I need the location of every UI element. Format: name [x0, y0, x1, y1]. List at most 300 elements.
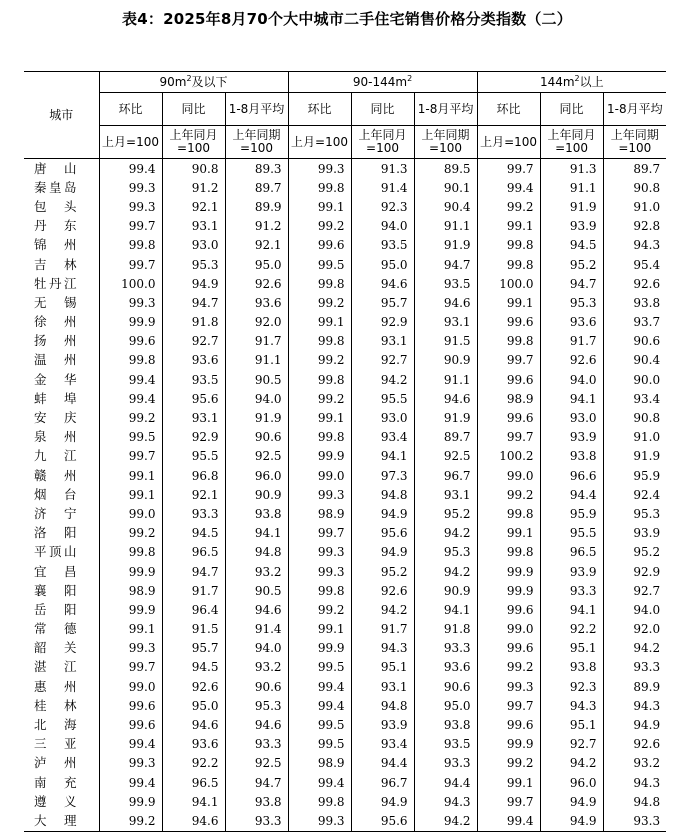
table-row [24, 773, 666, 792]
index-value: 94.1 [540, 389, 603, 408]
city-name: 唐山 [24, 159, 99, 179]
index-value: 92.3 [540, 677, 603, 696]
price-index-table [24, 71, 666, 832]
index-value: 94.0 [225, 639, 288, 658]
index-value: 99.2 [477, 485, 540, 504]
table-row [24, 255, 666, 274]
index-value: 96.5 [162, 543, 225, 562]
base-yoy: 上年同月=100 [540, 126, 603, 159]
index-value: 99.1 [288, 313, 351, 332]
city-name: 宜昌 [24, 562, 99, 581]
base-yoy: 上年同月=100 [351, 126, 414, 159]
index-value: 98.9 [288, 504, 351, 523]
index-value: 94.2 [351, 600, 414, 619]
table-row [24, 313, 666, 332]
metric-yoy: 同比 [351, 93, 414, 126]
index-value: 91.5 [162, 620, 225, 639]
index-value: 99.4 [128, 161, 156, 176]
index-value: 94.2 [603, 639, 666, 658]
index-value: 95.2 [603, 543, 666, 562]
city-name: 锦州 [24, 236, 99, 255]
index-value: 94.4 [414, 773, 477, 792]
index-value: 92.2 [540, 620, 603, 639]
index-value: 99.2 [477, 197, 540, 216]
index-value: 90.9 [414, 581, 477, 600]
index-value: 99.2 [288, 351, 351, 370]
index-value: 99.8 [477, 504, 540, 523]
index-value: 94.0 [351, 217, 414, 236]
index-value: 92.6 [540, 351, 603, 370]
index-value: 92.6 [603, 274, 666, 293]
index-value: 99.9 [288, 447, 351, 466]
index-value: 93.8 [225, 792, 288, 811]
index-value: 89.5 [414, 159, 477, 179]
index-value: 94.1 [540, 600, 603, 619]
index-value: 95.9 [540, 504, 603, 523]
index-value: 93.5 [414, 274, 477, 293]
index-value: 94.7 [225, 773, 288, 792]
index-value: 89.9 [603, 677, 666, 696]
index-value: 95.7 [351, 293, 414, 312]
city-name: 丹东 [24, 217, 99, 236]
index-value: 95.5 [540, 524, 603, 543]
page-title: 表4：2025年8月70个大中城市二手住宅销售价格分类指数（二） [122, 10, 572, 28]
metric-mom: 环比 [288, 93, 351, 126]
index-value: 91.9 [414, 408, 477, 427]
index-value: 93.3 [603, 811, 666, 831]
index-value: 99.7 [128, 449, 156, 464]
index-value: 93.8 [225, 504, 288, 523]
index-value: 99.7 [128, 219, 156, 234]
city-name: 烟台 [24, 485, 99, 504]
index-value: 99.6 [128, 334, 156, 349]
index-value: 94.4 [540, 485, 603, 504]
index-value: 93.3 [540, 581, 603, 600]
city-name: 济宁 [24, 504, 99, 523]
index-value: 99.3 [288, 485, 351, 504]
index-value: 91.2 [162, 178, 225, 197]
index-value: 99.7 [128, 257, 156, 272]
index-value: 99.8 [288, 274, 351, 293]
index-value: 93.3 [225, 735, 288, 754]
index-value: 93.5 [351, 236, 414, 255]
index-value: 95.5 [351, 389, 414, 408]
index-value: 89.3 [225, 159, 288, 179]
index-value: 91.1 [414, 217, 477, 236]
index-value: 96.5 [162, 773, 225, 792]
index-value: 99.7 [477, 159, 540, 179]
index-value: 95.2 [351, 562, 414, 581]
index-value: 94.9 [540, 811, 603, 831]
table-row [24, 447, 666, 466]
city-name: 洛阳 [24, 524, 99, 543]
index-value: 91.4 [351, 178, 414, 197]
index-value: 91.3 [540, 159, 603, 179]
index-value: 99.0 [128, 679, 156, 694]
table-row [24, 504, 666, 523]
index-value: 99.9 [128, 794, 156, 809]
city-name: 平顶山 [24, 543, 99, 562]
table-row [24, 735, 666, 754]
index-value: 93.9 [540, 562, 603, 581]
index-value: 90.8 [603, 178, 666, 197]
index-value: 94.2 [414, 562, 477, 581]
index-value: 95.0 [162, 696, 225, 715]
index-value: 99.4 [128, 372, 156, 387]
index-value: 99.6 [477, 600, 540, 619]
index-value: 100.2 [477, 447, 540, 466]
index-value: 91.7 [540, 332, 603, 351]
table-row [24, 696, 666, 715]
index-value: 100.0 [121, 276, 156, 291]
index-value: 94.1 [351, 447, 414, 466]
index-value: 90.6 [603, 332, 666, 351]
city-name: 徐州 [24, 313, 99, 332]
index-value: 94.6 [225, 600, 288, 619]
index-value: 90.9 [414, 351, 477, 370]
table-row [24, 485, 666, 504]
index-value: 94.8 [225, 543, 288, 562]
table-row [24, 543, 666, 562]
city-name: 泸州 [24, 754, 99, 773]
index-value: 92.7 [540, 735, 603, 754]
index-value: 91.7 [225, 332, 288, 351]
metric-avg: 1-8月平均 [225, 93, 288, 126]
index-value: 91.7 [351, 620, 414, 639]
table-row [24, 754, 666, 773]
index-value: 94.2 [414, 524, 477, 543]
index-value: 93.6 [225, 293, 288, 312]
index-value: 99.2 [477, 754, 540, 773]
index-value: 90.9 [225, 485, 288, 504]
index-value: 99.3 [288, 159, 351, 179]
index-value: 95.6 [351, 811, 414, 831]
index-value: 90.4 [603, 351, 666, 370]
index-value: 93.8 [540, 447, 603, 466]
index-value: 92.0 [225, 313, 288, 332]
index-value: 99.9 [128, 315, 156, 330]
city-name: 无锡 [24, 293, 99, 312]
index-value: 89.7 [603, 159, 666, 179]
index-value: 90.5 [225, 370, 288, 389]
index-value: 99.8 [128, 238, 156, 253]
index-value: 91.9 [414, 236, 477, 255]
index-value: 91.9 [603, 447, 666, 466]
index-value: 99.6 [477, 313, 540, 332]
index-value: 91.2 [225, 217, 288, 236]
index-value: 91.8 [162, 313, 225, 332]
index-value: 99.1 [128, 487, 156, 502]
index-value: 94.9 [603, 715, 666, 734]
index-value: 94.5 [540, 236, 603, 255]
index-value: 92.6 [225, 274, 288, 293]
index-value: 99.5 [288, 735, 351, 754]
city-name: 温州 [24, 351, 99, 370]
index-value: 99.4 [128, 391, 156, 406]
city-name: 牡丹江 [24, 274, 99, 293]
index-value: 94.1 [414, 600, 477, 619]
index-value: 95.3 [162, 255, 225, 274]
index-value: 91.9 [225, 408, 288, 427]
index-value: 99.9 [477, 581, 540, 600]
index-value: 99.0 [128, 506, 156, 521]
index-value: 95.6 [162, 389, 225, 408]
index-value: 94.5 [162, 658, 225, 677]
table-row [24, 581, 666, 600]
index-value: 94.6 [414, 389, 477, 408]
group-header-large: $144m^2$以上 [477, 72, 666, 93]
table-row [24, 811, 666, 831]
index-value: 92.5 [225, 447, 288, 466]
index-value: 99.2 [128, 411, 156, 426]
table-row [24, 370, 666, 389]
index-value: 99.4 [288, 677, 351, 696]
city-name: 遵义 [24, 792, 99, 811]
index-value: 93.6 [414, 658, 477, 677]
index-value: 93.9 [351, 715, 414, 734]
table-row [24, 466, 666, 485]
index-value: 99.3 [477, 677, 540, 696]
index-value: 99.8 [288, 581, 351, 600]
table-row [24, 524, 666, 543]
index-value: 99.1 [288, 620, 351, 639]
index-value: 96.5 [540, 543, 603, 562]
metric-yoy: 同比 [162, 93, 225, 126]
index-value: 91.1 [225, 351, 288, 370]
index-value: 99.6 [477, 715, 540, 734]
index-value: 92.1 [225, 236, 288, 255]
index-value: 94.0 [603, 600, 666, 619]
index-value: 90.8 [603, 408, 666, 427]
index-value: 99.1 [477, 217, 540, 236]
index-value: 94.2 [540, 754, 603, 773]
index-value: 94.6 [414, 293, 477, 312]
index-value: 96.6 [540, 466, 603, 485]
index-value: 93.2 [225, 658, 288, 677]
index-value: 99.4 [288, 773, 351, 792]
index-value: 95.2 [540, 255, 603, 274]
index-value: 93.3 [414, 754, 477, 773]
index-value: 99.4 [128, 775, 156, 790]
index-value: 99.2 [99, 811, 162, 831]
index-value: 93.6 [162, 351, 225, 370]
index-value: 93.2 [603, 754, 666, 773]
index-value: 97.3 [351, 466, 414, 485]
index-value: 93.9 [603, 524, 666, 543]
index-value: 99.7 [477, 792, 540, 811]
index-value: 99.5 [288, 255, 351, 274]
index-value: 99.8 [288, 792, 351, 811]
index-value: 94.9 [351, 792, 414, 811]
index-value: 94.8 [351, 696, 414, 715]
index-value: 99.6 [128, 718, 156, 733]
index-value: 99.4 [288, 696, 351, 715]
table-row [24, 408, 666, 427]
index-value: 99.6 [477, 639, 540, 658]
index-value: 99.2 [288, 217, 351, 236]
index-value: 93.0 [540, 408, 603, 427]
index-value: 94.3 [603, 696, 666, 715]
index-value: 99.3 [288, 811, 351, 831]
index-value: 94.9 [540, 792, 603, 811]
index-value: 90.0 [603, 370, 666, 389]
index-value: 95.1 [540, 715, 603, 734]
index-value: 95.4 [603, 255, 666, 274]
index-value: 98.9 [288, 754, 351, 773]
index-value: 94.6 [351, 274, 414, 293]
index-value: 99.1 [477, 524, 540, 543]
index-value: 94.4 [351, 754, 414, 773]
index-value: 93.8 [603, 293, 666, 312]
index-value: 96.0 [225, 466, 288, 485]
index-value: 89.7 [414, 428, 477, 447]
city-name: 湛江 [24, 658, 99, 677]
base-avg: 上年同期=100 [225, 126, 288, 159]
index-value: 99.3 [288, 543, 351, 562]
index-value: 93.6 [540, 313, 603, 332]
index-value: 98.9 [477, 389, 540, 408]
index-value: 91.5 [414, 332, 477, 351]
city-name: 北海 [24, 715, 99, 734]
index-value: 92.1 [162, 197, 225, 216]
city-name: 桂林 [24, 696, 99, 715]
index-value: 94.0 [540, 370, 603, 389]
table-row [24, 600, 666, 619]
index-value: 99.8 [477, 236, 540, 255]
index-value: 94.5 [162, 524, 225, 543]
index-value: 92.7 [351, 351, 414, 370]
city-name: 九江 [24, 447, 99, 466]
index-value: 94.9 [351, 504, 414, 523]
table-row [24, 351, 666, 370]
table-row [24, 197, 666, 216]
index-value: 92.5 [225, 754, 288, 773]
group-header-medium: $90-144m^2$ [288, 72, 477, 93]
index-value: 95.9 [603, 466, 666, 485]
index-value: 92.3 [351, 197, 414, 216]
index-value: 99.6 [477, 370, 540, 389]
index-value: 94.8 [351, 485, 414, 504]
table-row [24, 332, 666, 351]
index-value: 93.2 [225, 562, 288, 581]
base-avg: 上年同期=100 [414, 126, 477, 159]
index-value: 95.5 [162, 447, 225, 466]
index-value: 89.7 [225, 178, 288, 197]
index-value: 95.3 [540, 293, 603, 312]
index-value: 90.6 [414, 677, 477, 696]
base-mom: 上月=100 [477, 126, 540, 159]
index-value: 91.0 [603, 428, 666, 447]
table-row [24, 792, 666, 811]
city-name: 三亚 [24, 735, 99, 754]
index-value: 94.9 [162, 274, 225, 293]
city-name: 吉林 [24, 255, 99, 274]
index-value: 99.7 [477, 351, 540, 370]
index-value: 99.1 [477, 773, 540, 792]
city-name: 泉州 [24, 428, 99, 447]
table-row [24, 639, 666, 658]
index-value: 99.2 [288, 293, 351, 312]
index-value: 91.1 [414, 370, 477, 389]
index-value: 99.6 [477, 408, 540, 427]
index-value: 93.1 [414, 485, 477, 504]
index-value: 99.8 [288, 370, 351, 389]
index-value: 94.7 [162, 562, 225, 581]
index-value: 99.6 [128, 698, 156, 713]
city-name: 惠州 [24, 677, 99, 696]
city-name: 南充 [24, 773, 99, 792]
index-value: 92.6 [603, 735, 666, 754]
index-value: 93.3 [162, 504, 225, 523]
index-value: 99.3 [128, 641, 156, 656]
base-mom: 上月=100 [99, 126, 162, 159]
city-column-header: 城市 [24, 72, 99, 159]
index-value: 99.8 [288, 332, 351, 351]
index-value: 99.3 [128, 199, 156, 214]
index-value: 99.1 [288, 408, 351, 427]
city-name: 大理 [24, 811, 99, 831]
index-value: 96.0 [540, 773, 603, 792]
metric-mom: 环比 [99, 93, 162, 126]
index-value: 93.3 [225, 811, 288, 831]
index-value: 92.5 [414, 447, 477, 466]
index-value: 94.3 [351, 639, 414, 658]
index-value: 93.9 [540, 428, 603, 447]
table-row [24, 715, 666, 734]
index-value: 92.8 [603, 217, 666, 236]
index-value: 93.7 [603, 313, 666, 332]
index-value: 99.8 [477, 332, 540, 351]
index-value: 94.3 [414, 792, 477, 811]
index-value: 94.6 [162, 715, 225, 734]
index-value: 96.7 [414, 466, 477, 485]
city-name: 安庆 [24, 408, 99, 427]
city-name: 襄阳 [24, 581, 99, 600]
index-value: 95.3 [414, 543, 477, 562]
index-value: 99.1 [128, 468, 156, 483]
index-value: 98.9 [128, 583, 156, 598]
city-name: 韶关 [24, 639, 99, 658]
index-value: 99.9 [477, 562, 540, 581]
index-value: 92.9 [162, 428, 225, 447]
index-value: 99.0 [477, 466, 540, 485]
index-value: 93.1 [351, 677, 414, 696]
index-value: 99.1 [477, 293, 540, 312]
table-row [24, 293, 666, 312]
index-value: 91.1 [540, 178, 603, 197]
index-value: 92.2 [162, 754, 225, 773]
index-value: 93.4 [603, 389, 666, 408]
index-value: 99.8 [288, 178, 351, 197]
index-value: 92.9 [603, 562, 666, 581]
index-value: 99.2 [288, 389, 351, 408]
metric-mom: 环比 [477, 93, 540, 126]
index-value: 94.7 [414, 255, 477, 274]
index-value: 99.3 [128, 180, 156, 195]
index-value: 99.8 [128, 353, 156, 368]
city-name: 秦皇岛 [24, 178, 99, 197]
index-value: 93.9 [540, 217, 603, 236]
index-value: 94.1 [225, 524, 288, 543]
index-value: 99.7 [477, 696, 540, 715]
index-value: 91.8 [414, 620, 477, 639]
index-value: 99.2 [477, 658, 540, 677]
table-row [24, 236, 666, 255]
index-value: 93.1 [414, 313, 477, 332]
index-value: 89.9 [225, 197, 288, 216]
header-row-groups [24, 72, 666, 93]
city-name: 蚌埠 [24, 389, 99, 408]
